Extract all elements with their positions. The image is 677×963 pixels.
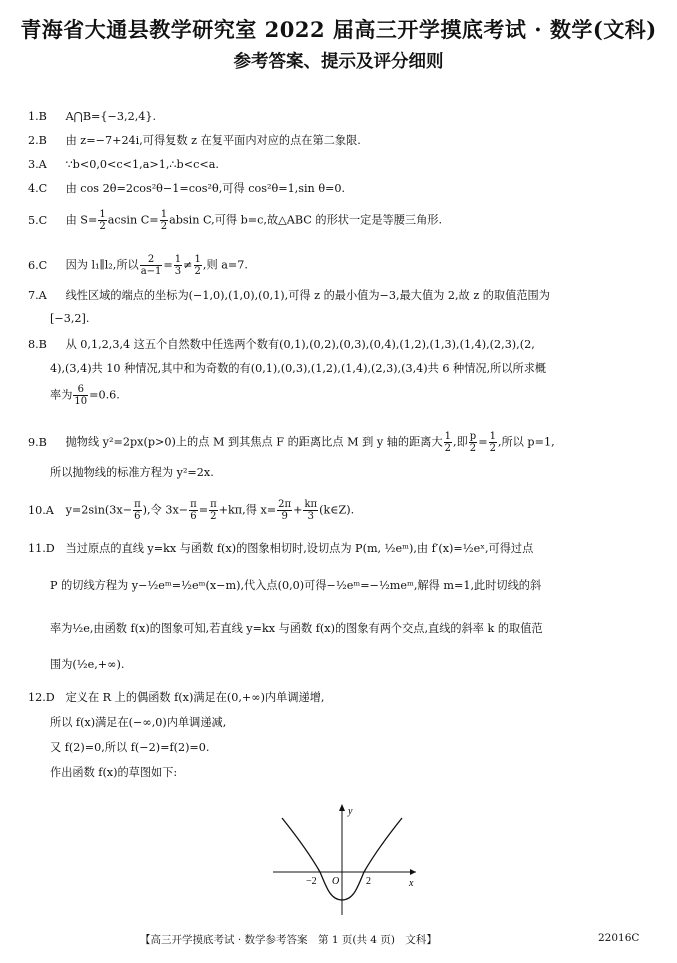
denominator: 10 — [74, 396, 88, 407]
answer-text: ),令 3x− — [142, 503, 189, 517]
answer-number: 9.B — [28, 435, 47, 449]
denominator: 2 — [469, 443, 477, 454]
answer-text: = — [163, 258, 173, 272]
fraction — [174, 254, 182, 277]
answer-11-cont-2: 率为½e,由函数 f(x)的图象可知,若直线 y=kx 与函数 f(x)的图象有两个交点,直线的斜率 k 的取值范 — [50, 622, 543, 635]
numerator: kπ — [304, 499, 318, 510]
tick-label-neg2: −2 — [306, 876, 317, 887]
answer-5 — [28, 209, 660, 232]
denominator: 2 — [160, 221, 168, 232]
answer-10 — [28, 499, 660, 522]
fraction — [73, 384, 88, 407]
denominator: 6 — [190, 511, 197, 522]
answer-text: 定义在 R 上的偶函数 f(x)满足在(0,+∞)内单调递增, — [65, 691, 325, 704]
fraction — [444, 431, 452, 454]
answer-9 — [28, 431, 660, 454]
numerator: 1 — [174, 254, 182, 265]
numerator: π — [134, 499, 141, 510]
answer-text: 由 z=−7+24i,可得复数 z 在复平面内对应的点在第二象限. — [65, 134, 361, 147]
answer-text: ≠ — [183, 258, 193, 272]
answer-3 — [28, 158, 660, 172]
answer-number: 1.B — [28, 110, 47, 123]
answer-text: 当过原点的直线 y=kx 与函数 f(x)的图象相切时,设切点为 P(m, ½eᵐ),由 f′(x)=½eˣ,可得过点 — [65, 542, 534, 555]
answer-text: 由 cos 2θ=2cos²θ−1=cos²θ,可得 cos²θ=1,sin θ=0. — [65, 182, 346, 195]
fraction — [133, 499, 142, 522]
denominator: 3 — [307, 511, 314, 522]
answer-text: 因为 l₁∥l₂,所以 — [65, 258, 139, 272]
numerator: 1 — [160, 209, 168, 220]
numerator: 1 — [194, 254, 201, 265]
fraction — [277, 499, 292, 522]
answer-9-cont: 所以抛物线的标准方程为 y²=2x. — [50, 466, 214, 479]
footer-code: 22016C — [598, 932, 640, 944]
answer-text: 线性区域的端点的坐标为(−1,0),(1,0),(0,1),可得 z 的最小值为−3,最大值为 2,故 z 的取值范围为 — [65, 289, 550, 302]
denominator: 2 — [210, 511, 217, 522]
answer-text: 抛物线 y²=2px(p>0)上的点 M 到其焦点 F 的距离比点 M 到 y 轴的距离大 — [65, 435, 443, 449]
answer-number: 3.A — [28, 158, 47, 171]
fraction — [489, 431, 497, 454]
answer-number: 7.A — [28, 289, 47, 302]
origin-label: O — [332, 876, 340, 887]
tick-label-2: 2 — [366, 876, 371, 887]
answer-text: (k∈Z). — [319, 503, 355, 517]
fraction — [194, 254, 202, 277]
numerator: 1 — [489, 431, 496, 442]
answer-12 — [28, 691, 660, 705]
answer-text: y=2sin(3x− — [65, 503, 133, 517]
fraction — [140, 254, 163, 277]
denominator: 2 — [99, 221, 106, 232]
fraction — [98, 209, 106, 232]
denominator: 6 — [134, 511, 141, 522]
numerator: π — [210, 499, 217, 510]
answer-number: 11.D — [28, 542, 55, 555]
answer-7 — [28, 289, 660, 303]
answer-1 — [28, 110, 660, 124]
numerator: 2π — [278, 499, 292, 510]
answer-number: 5.C — [28, 213, 48, 227]
answer-11 — [28, 542, 660, 556]
answer-text: ,则 a=7. — [202, 258, 248, 272]
answer-text: 从 0,1,2,3,4 这五个自然数中任选两个数有(0,1),(0,2),(0,3),(0,4),(1,2),(1,3),(1,4),(2,3),(2, — [65, 338, 535, 351]
answer-text: 率为 — [50, 388, 73, 402]
fraction — [160, 209, 168, 232]
denominator: 9 — [281, 511, 288, 522]
answer-text: =0.6. — [89, 388, 120, 402]
answer-text: A⋂B={−3,2,4}. — [65, 110, 157, 123]
x-axis-label: x — [409, 878, 414, 889]
numerator: 6 — [73, 384, 88, 396]
numerator: 1 — [444, 431, 452, 442]
answer-12-cont: 所以 f(x)满足在(−∞,0)内单调递减, — [50, 716, 227, 729]
denominator: 2 — [444, 443, 452, 454]
footer-text: 【高三开学摸底考试 · 数学参考答案 第 1 页(共 4 页) 文科】 — [140, 934, 437, 946]
answer-text: ,所以 p=1, — [497, 435, 555, 449]
denominator: 3 — [174, 266, 182, 277]
denominator: 2 — [489, 443, 496, 454]
function-sketch-graph — [268, 800, 428, 920]
answer-number: 6.C — [28, 258, 48, 272]
y-axis-arrow — [339, 804, 345, 811]
answer-text: ∵b<0,0<c<1,a>1,∴b<c<a. — [65, 158, 219, 171]
answer-text: +kπ,得 x= — [218, 503, 277, 517]
numerator: π — [190, 499, 197, 510]
answer-text: = — [198, 503, 209, 517]
fraction — [469, 431, 477, 454]
answer-12-cont-3: 作出函数 f(x)的草图如下: — [50, 766, 178, 779]
y-axis-label: y — [348, 806, 353, 817]
answer-11-cont-3: 围为(½e,+∞). — [50, 658, 125, 671]
answer-number: 4.C — [28, 182, 48, 195]
answer-6 — [28, 254, 660, 277]
answer-number: 8.B — [28, 338, 47, 351]
answer-text: ,即 — [453, 435, 468, 449]
answer-number: 12.D — [28, 691, 55, 704]
denominator: a−1 — [140, 266, 162, 277]
answer-text: acsin C= — [107, 213, 159, 227]
answer-8-cont: 4),(3,4)共 10 种情况,其中和为奇数的有(0,1),(0,3),(1,2),(1,4),(2,3),(3,4)共 6 种情况,所以所求概 — [50, 362, 547, 375]
answer-number: 10.A — [28, 503, 54, 517]
numerator: 1 — [99, 209, 106, 220]
answer-text: + — [293, 503, 303, 517]
answer-text: = — [478, 435, 488, 449]
numerator: p — [469, 431, 477, 442]
x-axis-arrow — [410, 869, 416, 875]
fraction — [189, 499, 198, 522]
denominator: 2 — [194, 266, 201, 277]
page-title: 青海省大通县教学研究室 2022 届高三开学摸底考试 · 数学(文科) — [20, 17, 657, 42]
page-subtitle: 参考答案、提示及评分细则 — [233, 52, 444, 72]
answer-7-cont: [−3,2]. — [50, 312, 90, 325]
answer-12-cont-2: 又 f(2)=0,所以 f(−2)=f(2)=0. — [50, 741, 210, 754]
answer-11-cont: P 的切线方程为 y−½eᵐ=½eᵐ(x−m),代入点(0,0)可得−½eᵐ=−½meᵐ,解得 m=1,此时切线的斜 — [50, 579, 542, 592]
answer-2 — [28, 134, 660, 148]
answer-text: absin C,可得 b=c,故△ABC 的形状一定是等腰三角形. — [169, 213, 443, 227]
answer-text: 由 S= — [65, 213, 98, 227]
answer-8-cont-2 — [50, 384, 660, 407]
answer-8 — [28, 338, 660, 352]
fraction — [209, 499, 218, 522]
answer-number: 2.B — [28, 134, 47, 147]
fraction — [303, 499, 318, 522]
answer-4 — [28, 182, 660, 196]
numerator: 2 — [140, 254, 163, 266]
